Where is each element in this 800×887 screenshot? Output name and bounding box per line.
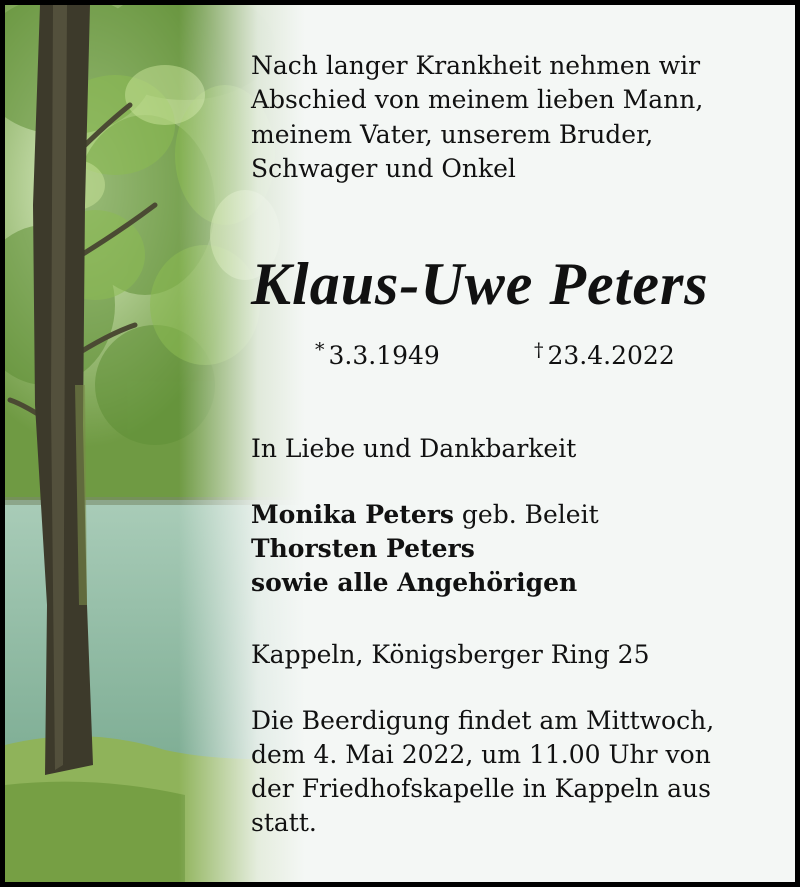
birth-date-value: 3.3.1949 bbox=[328, 341, 440, 370]
intro-line: Nach langer Krankheit nehmen wir bbox=[251, 51, 701, 80]
obituary-text bbox=[251, 49, 771, 837]
dedication: In Liebe und Dankbarkeit bbox=[251, 434, 577, 463]
deceased-name: Klaus-Uwe Peters bbox=[251, 251, 709, 317]
birth-symbol: * bbox=[315, 339, 325, 361]
mourner-relatives: sowie alle Angehörigen bbox=[251, 568, 578, 597]
death-date-value: 23.4.2022 bbox=[547, 341, 675, 370]
mourner-name: Thorsten Peters bbox=[251, 534, 475, 563]
funeral-line: der Friedhofskapelle in Kappeln aus bbox=[251, 774, 711, 803]
mourner-maiden-name: geb. Beleit bbox=[453, 500, 599, 529]
death-symbol: † bbox=[534, 339, 544, 361]
birth-date bbox=[315, 339, 440, 370]
intro-text bbox=[251, 49, 771, 187]
funeral-line: Die Beerdigung findet am Mittwoch, bbox=[251, 706, 715, 735]
funeral-line: statt. bbox=[251, 808, 317, 837]
intro-line: Schwager und Onkel bbox=[251, 154, 516, 184]
death-date bbox=[534, 339, 675, 370]
mourners-list bbox=[251, 498, 771, 600]
intro-line: meinem Vater, unserem Bruder, bbox=[251, 119, 654, 149]
obituary-notice bbox=[5, 5, 795, 882]
intro-line: Abschied von meinem lieben Mann, bbox=[251, 85, 704, 115]
funeral-line: dem 4. Mai 2022, um 11.00 Uhr von bbox=[251, 740, 711, 769]
funeral-notice bbox=[251, 704, 771, 840]
address: Kappeln, Königsberger Ring 25 bbox=[251, 640, 650, 669]
mourner-name: Monika Peters bbox=[251, 500, 454, 529]
